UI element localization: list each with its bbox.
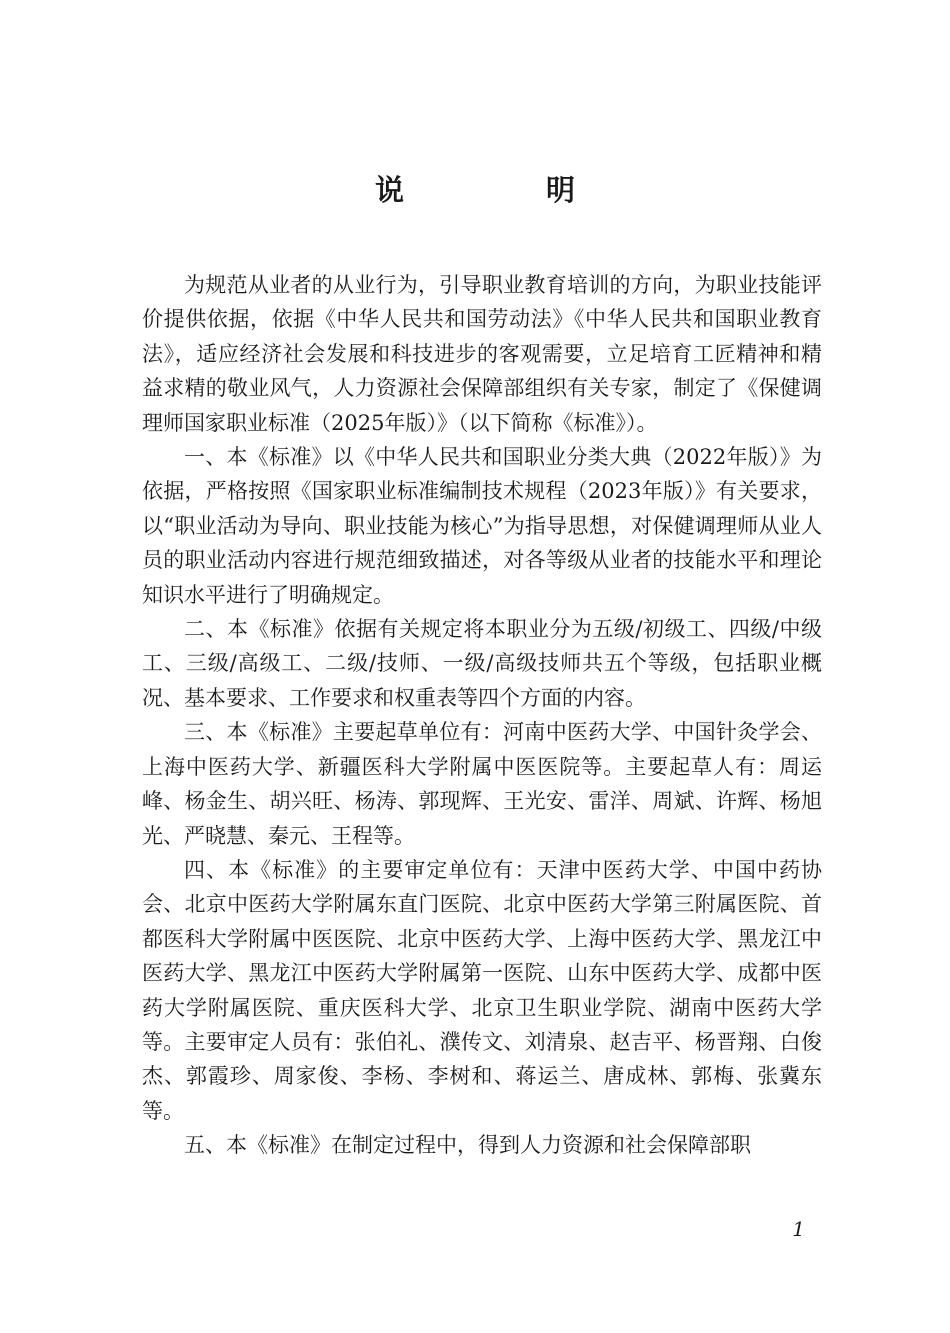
page-title: 说 明 [374, 173, 642, 207]
paragraph-2: 二、本《标准》依据有关规定将本职业分为五级/初级工、四级/中级工、三级/高级工、二级/技师、一级/高级技师共五个等级，包括职业概况、基本要求、工作要求和权重表等四个方面的内容。 [142, 617, 822, 710]
paragraph-intro: 为规范从业者的从业行为，引导职业教育培训的方向，为职业技能评价提供依据，依据《中华人民共和国劳动法》《中华人民共和国职业教育法》，适应经济社会发展和科技进步的客观需要，立足培育工匠精神和精益求精的敬业风气，人力资源社会保障部组织有关专家，制定了《保健调理师国家职业标准（2025年版）》（以下简称《标准》）。 [142, 273, 822, 435]
paragraph-4: 四、本《标准》的主要审定单位有：天津中医药大学、中国中药协会、北京中医药大学附属东直门医院、北京中医药大学第三附属医院、首都医科大学附属中医医院、北京中医药大学、上海中医药大学、黑龙江中医药大学、黑龙江中医药大学附属第一医院、山东中医药大学、成都中医药大学附属医院、重庆医科大学、北京卫生职业学院、湖南中医药大学等。主要审定人员有：张伯礼、濮传文、刘清泉、赵吉平、杨晋翔、白俊杰、郭霞珍、周家俊、李杨、李树和、蒋运兰、唐成林、郭梅、张冀东等。 [142, 857, 822, 1123]
paragraph-5: 五、本《标准》在制定过程中，得到人力资源和社会保障部职 [184, 1133, 751, 1158]
paragraph-1: 一、本《标准》以《中华人民共和国职业分类大典（2022年版）》为依据，严格按照《国家职业标准编制技术规程（2023年版）》有关要求，以“职业活动为导向、职业技能为核心”为指导思想，对保健调理师从业人员的职业活动内容进行规范细致描述，对各等级从业者的技能水平和理论知识水平进行了明确规定。 [142, 445, 822, 607]
paragraph-3: 三、本《标准》主要起草单位有：河南中医药大学、中国针灸学会、上海中医药大学、新疆医科大学附属中医医院等。主要起草人有：周运峰、杨金生、胡兴旺、杨涛、郭现辉、王光安、雷洋、周斌、许辉、杨旭光、严晓慧、秦元、王程等。 [142, 720, 822, 848]
page-number: 1 [792, 1217, 805, 1241]
body-text [142, 268, 822, 1163]
